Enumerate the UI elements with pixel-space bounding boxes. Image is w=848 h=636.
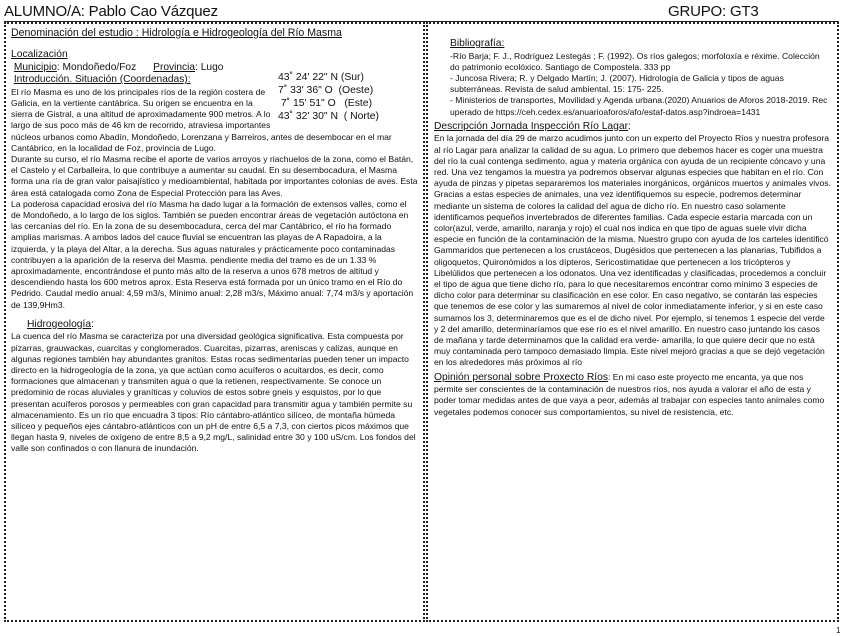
coordinates-block bbox=[278, 65, 418, 123]
location-heading: Localización bbox=[11, 49, 68, 60]
location-paragraph: La poderosa capacidad erosiva del río Masma ha dado lugar a la formación de extensos valles, como el de Mondoñedo, a lo largo de los siglos. También se pueden encontrar áreas de vegetación autóctona en las cercanías del río. En la zona de su desembocadura, cerca del mar Cantábrico, el río ha formado amplias marismas. A ambos lados del cauce fluvial se encuentran las playas de A Rapadoira, a la izquierda, y la playa del Altar, a la derecha. Sus aguas naturales y prácticamente poco contaminadas contribuyen a la aparición de la reserva del Masma. pendiente media del tramo es de un 1.33 % aproximadamente, encontrándose el punto más alto de la reserva a unos 678 metros de altitud y descendiendo hasta los 600 metros aprox. Esta Reserva está formada por un único tramo en el Río do Pedrido. Caudal medio anual: 4,59 m3/s, Mínimo anual: 2,28 m3/s, Máximo anual: 7,74 m3/s y aportación de 139,9Hm3. bbox=[11, 198, 414, 310]
left-column bbox=[4, 22, 425, 622]
group-label: GRUPO: GT3 bbox=[668, 3, 759, 20]
location-paragraph: El río Masma es uno de los principales ríos de la región costera de Galicia, en la vertiente cantábrica. Su origen se encuentra en la sierra de Gistral, a una altitud de aproximadamente 900 metros. A lo largo de sus poco más de 46 km de recorrido, atraviesa importantes núcleos urbanos como Abadín, Mondoñedo, Lorenzana y Barreiros, antes de desembocar en el mar Cantábrico, en la localidad de Foz, provincia de Lugo. bbox=[11, 86, 392, 153]
hydrogeology-heading-row bbox=[11, 319, 418, 332]
province-value: : Lugo bbox=[195, 61, 224, 73]
hydrogeology-heading: Hidrogeología bbox=[27, 318, 92, 330]
coord-east: 7˚ 15' 51" O (Este) bbox=[278, 97, 373, 109]
opinion-paragraph bbox=[434, 372, 831, 418]
bibliography-entry: - Ministerios de transportes, Movilidad y Agenda urbana.(2020) Anuarios de Aforos 2018-2019. Recuperado de https://ceh.cedex.es/anuarioaforos/afo/estaf-datos.asp?indroea=1431 bbox=[450, 95, 828, 117]
province-label: Provincia bbox=[153, 61, 196, 73]
inspection-heading-row bbox=[434, 121, 831, 134]
study-denomination: Denominación del estudio : Hidrología e Hidrogeología del Río Masma bbox=[11, 27, 342, 39]
coord-west: 7˚ 33' 36" O (Oeste) bbox=[278, 84, 374, 96]
hydrogeology-text: La cuenca del río Masma se caracteriza por una diversidad geológica significativa. Esta compuesta por pizarras, grauwackas, cuarcitas y conglomerados. Cuarcitas, pizarras, areniscas y calizas, aunque en algunas regiones también hay abundantes granitos. Estas rocas sedimentarias pueden tener un impacto directo en la hidrogeología de la zona, ya que actúan como acuíferos o acuitardos, es decir, como formaciones que almacenan y transmiten agua o que la retienen, respectivamente. Se conoce un predominio de rocas aluviales y graníticas y coluvios de estos sobre gneis y esquistos, por lo que presentan acuíferos porosos y permeables con gran capacidad para transmitir agua y también permite su almacenamiento. Es un río que encuadra 3 tipos: Río cántabro-atlántico silíceo, de montaña húmeda silíceo y pequeños ejes cántabro-atlánticos con un pH de entre 6,5 a 7,3, con ciertos picos máximos que llegan hasta 9, niveles de oxígeno de entre 8,5 a 9,2 mg/L, salinidad entre 30 y 100 uS/cm. Los fondos del valle son confinados o con llanura de inundación. bbox=[11, 331, 416, 454]
opinion-heading: Opinión personal sobre Proxecto Ríos bbox=[434, 371, 608, 383]
location-paragraph: Durante su curso, el río Masma recibe el aporte de varios arroyos y riachuelos de la zona, como el Batán, el Castelo y el Carballeira, lo que contribuye a aumentar su caudal. En su desembocadura, el Masma forma una ría de gran valor paisajístico y medioambiental, habitada por importantes colonias de aves. Esta área está catalogada como Zona de Especial Protección para las Aves. bbox=[11, 154, 418, 198]
right-column bbox=[426, 22, 839, 622]
inspection-text: En la jornada del día 29 de marzo acudimos junto con un experto del Proyecto Ríos y nuestra profesora al río Lagar para analizar la calidad de su agua. Lo primero que debemos hacer es coger una muestra del río la cual contenga sedimento, agua y materia orgánica con ayuda de un recipiente cóncavo y una red. Una vez tengamos la muestra ya podremos observar algunas especies que habitan en el río. Con ayuda de pinzas y pipetas separaremos los materiales inorgánicos, orgánicos muertos y animales vivos. Gracias a estas especies de animales, una vez identifiquemos su especie, podremos determinar mediante un sistema de colores la calidad del agua de dicho río. En nuestro caso solamente identificamos pequeños invertebrados de diferentes familias. Cada especie estaría marcada con un color(azul, verde, amarillo, naranja y rojo) el cual nos indica en que tipo de aguas suele vivir dicha especie en función de la contaminación de la misma. Nuestro grupo con ayuda de los carteles identificó Gammaridos que pertenecen a los crustáceos, Dugésidos que pertenecen a las planarias, Tubifidos a oligoquetos, Quironómidos a los dípteros, Sericostimatidae que pertenecen a los tricópteros y Libelúlidos que pertenecen a los odonatos. Una vez identificadas y clasificadas, procedemos a concluir el tipo de agua que tiene dicho río, para lo que necesitaremos encontrar como mínimo 3 especies de dicho color para determinar su clasificación en ese color. En caso negativo, se contarán las especies que tenemos de ese color y las sumaremos al nivel de color inmediatamente inferior, y si en este caso sumamos los 3, determinaremos que es el de dicho nivel. Por ejemplo, si tenemos 1 especie del verde y 2 del amarillo, determinaríamos que ese río es el nivel amarillo. En nuestro caso juntando los casos de mañana y tarde determinamos que la calidad era verde- amarilla, lo que quiere decir que no está muy contaminada pero tampoco demasiado limpia. Este nivel mejoró gracias a que se dejó vegetación en los alrededores más próximos al río bbox=[434, 133, 831, 368]
student-name: ALUMNO/A: Pablo Cao Vázquez bbox=[4, 3, 218, 20]
page-number: 1 bbox=[836, 626, 841, 635]
coord-north: 43˚ 32' 30" N ( Norte) bbox=[278, 110, 379, 122]
inspection-heading: Descripción Jornada Inspección Río Lagar bbox=[434, 120, 629, 132]
coord-south: 43˚ 24' 22" N (Sur) bbox=[278, 71, 364, 83]
bibliography-heading: Bibliografía: bbox=[450, 38, 505, 49]
bibliography-entry: -Río Barja; F. J., Rodríguez Lestegás ; F. (1992). Os ríos galegos; morfoloxía e réxime. Colección do patrimonio ecolóxico. Santiago de Compostela. 333 pp bbox=[450, 50, 820, 72]
opinion-text: En mi caso este proyecto me encanta, ya que nos permite ser conscientes de la contaminación de nuestros ríos, nos ayuda a valorar el año de esta y poder tomar medidas antes de que vaya a peor, además al trabajar con especies tanto animales como vegetales podemos conocer sus comportamientos, su nivel de resistencia, etc. bbox=[434, 371, 825, 417]
hydrogeology-heading-colon: : bbox=[91, 318, 94, 330]
intro-heading: Introducción. Situación (Coordenadas): bbox=[13, 74, 191, 86]
opinion-heading-colon: : bbox=[608, 371, 611, 382]
municipality-label: Municipio bbox=[13, 61, 57, 73]
bibliography-entry: - Juncosa Rivera; R. y Delgado Martín; J. (2007). Hidrología de Galicia y tipos de aguas subterráneas. Revista de salud ambiental. 15: 175- 225. bbox=[450, 73, 784, 95]
municipality-value: : Mondoñedo/Foz bbox=[56, 61, 137, 73]
inspection-heading-colon: : bbox=[628, 120, 631, 132]
